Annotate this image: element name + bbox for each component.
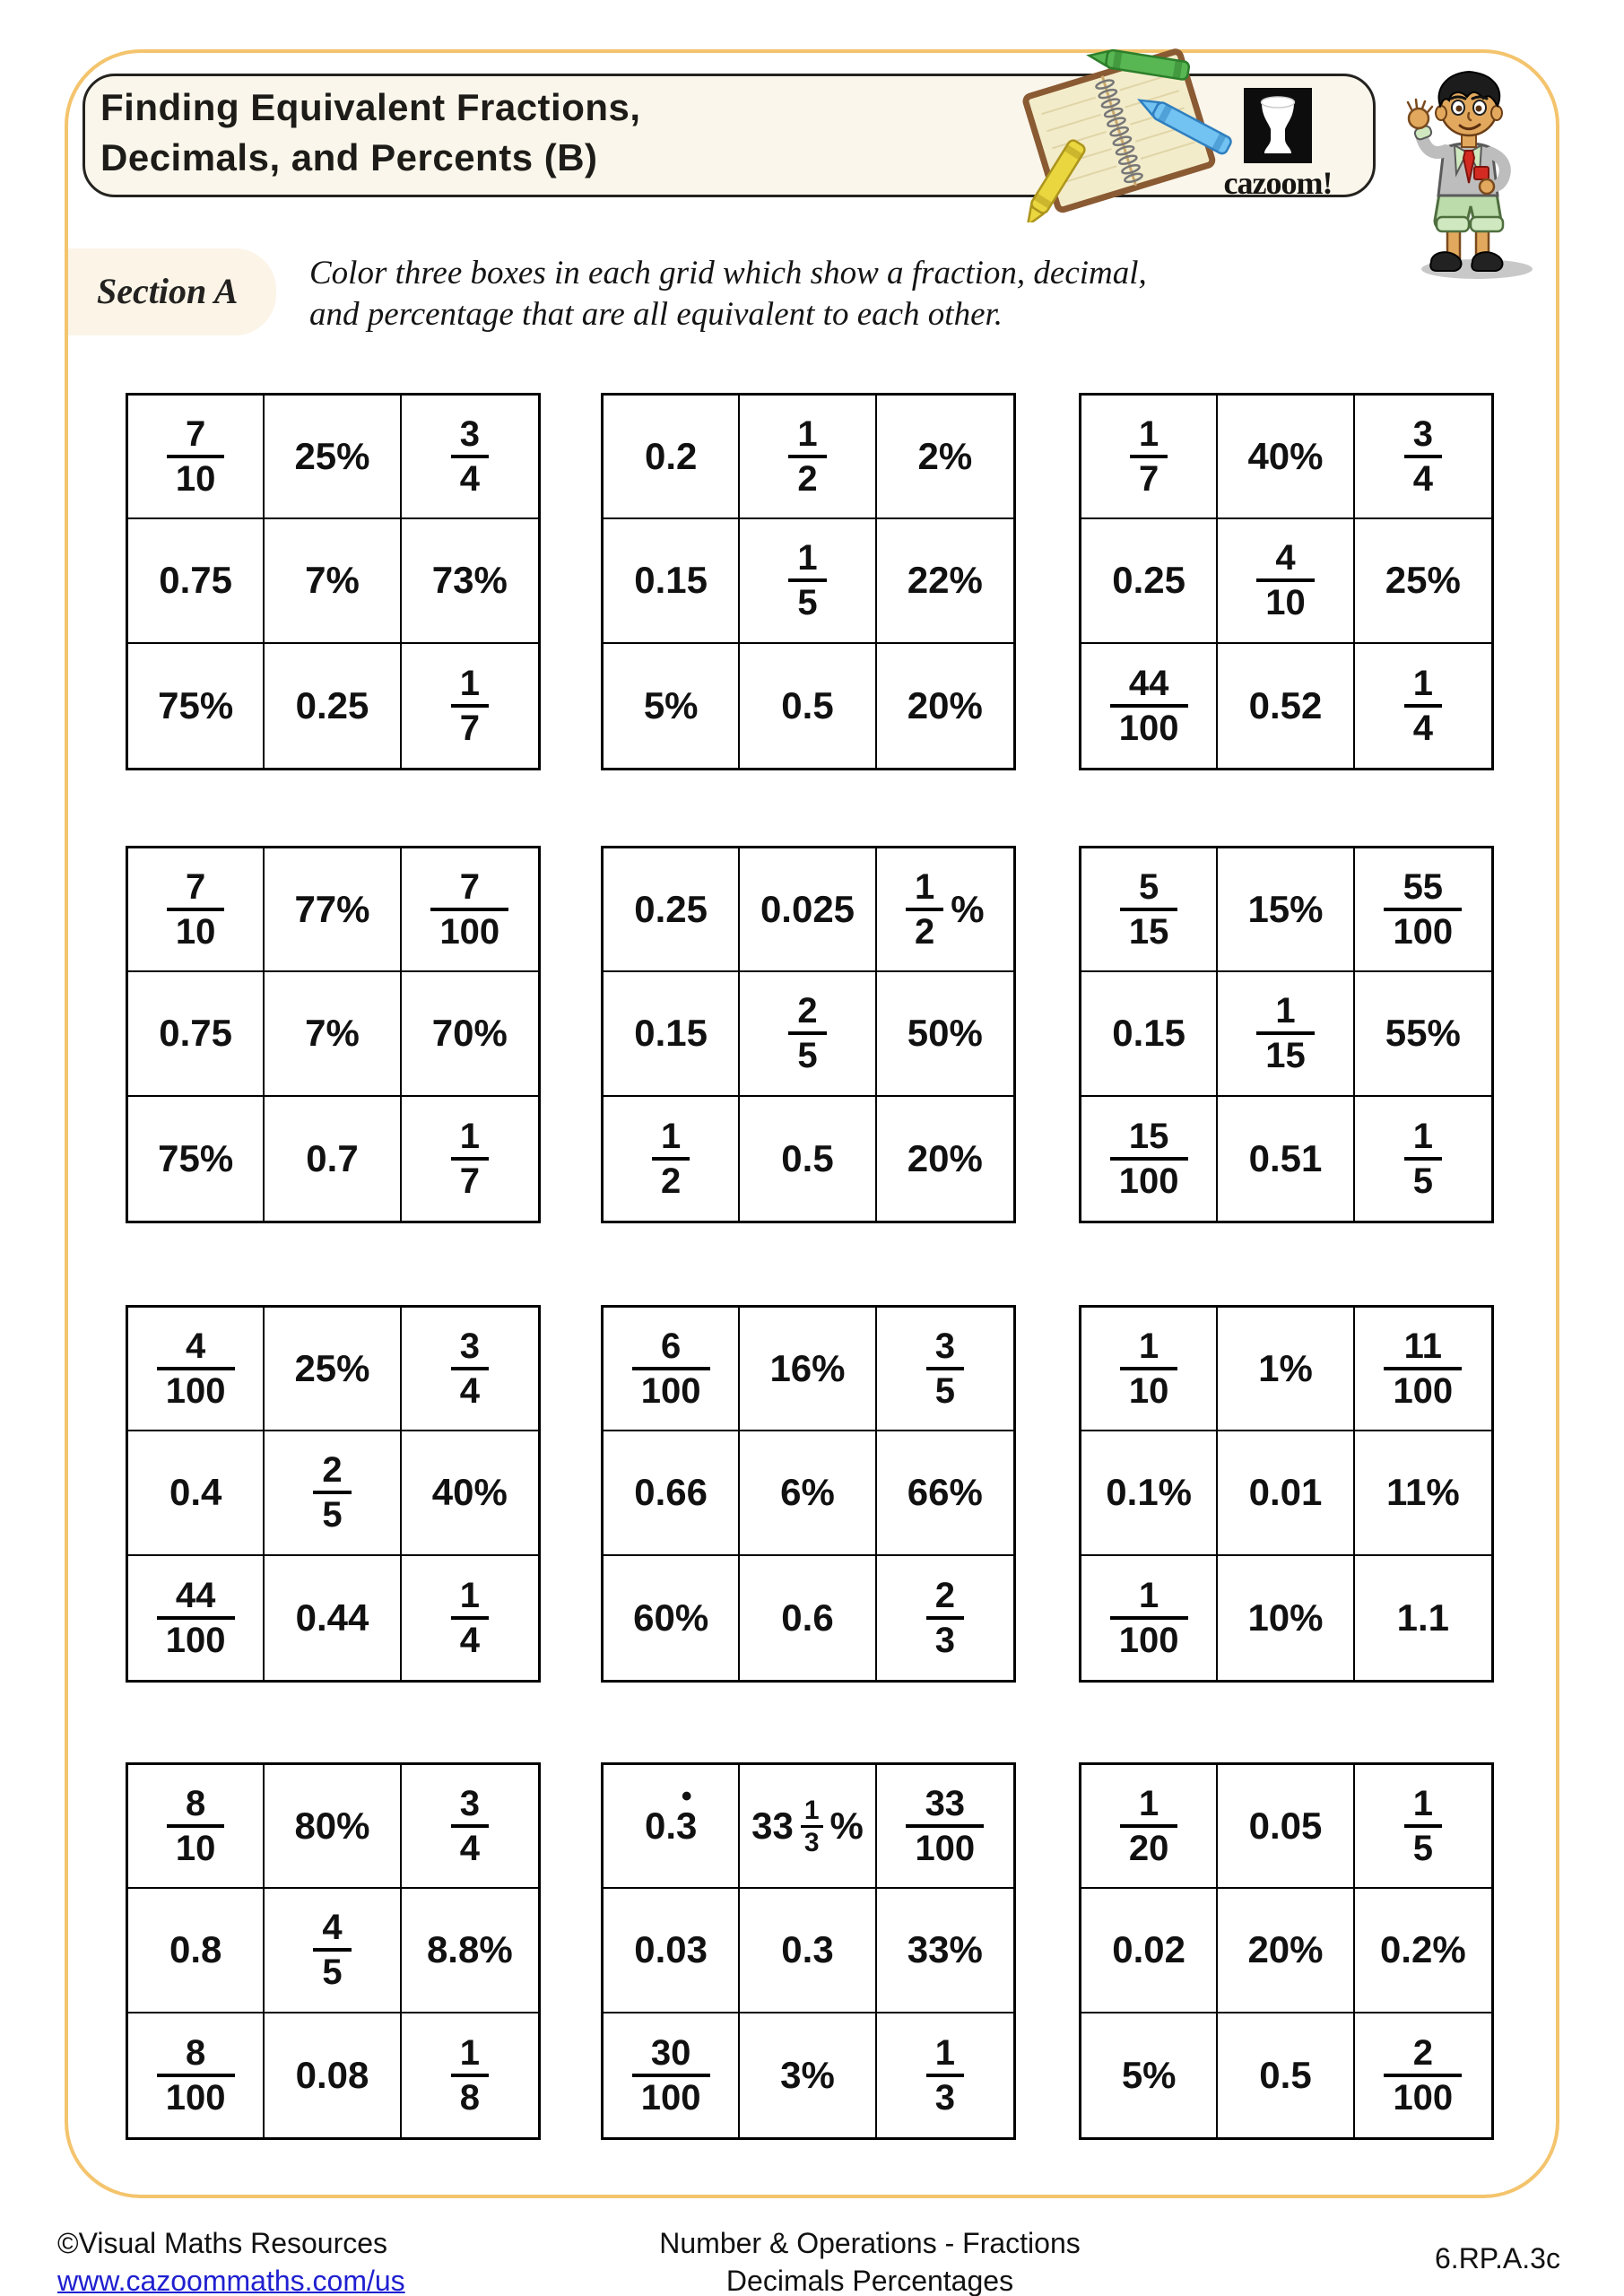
- cell-value: 7%: [305, 559, 360, 602]
- grid-cell[interactable]: [128, 519, 265, 643]
- grid-cell[interactable]: [604, 972, 740, 1096]
- footer-center: [332, 2224, 1408, 2296]
- section-instruction: [309, 253, 1147, 335]
- fraction: $\frac{1}{3}$: [926, 2033, 964, 2118]
- cell-value: 0.5: [1259, 2053, 1312, 2096]
- cell-value: 60%: [633, 1596, 709, 1639]
- grid-cell[interactable]: [1218, 1431, 1354, 1555]
- cell-value: 0.2%: [1379, 1928, 1466, 1971]
- mixed-number-whole: 33: [751, 1805, 794, 1848]
- grid-cell[interactable]: [1081, 1765, 1218, 1889]
- grid-cell[interactable]: [128, 1556, 265, 1680]
- grid-cell[interactable]: [1355, 1556, 1491, 1680]
- grid-cell[interactable]: [128, 1889, 265, 2013]
- grid-cell[interactable]: [1355, 644, 1491, 768]
- grid-cell[interactable]: [604, 396, 740, 519]
- fraction: $\frac{44}{100}$: [1110, 664, 1188, 748]
- cell-value: 0.25: [634, 888, 708, 931]
- fraction: $\frac{1}{10}$: [1120, 1326, 1178, 1411]
- grid-cell[interactable]: [1355, 1431, 1491, 1555]
- grid-cell[interactable]: [740, 519, 876, 643]
- grid-cell[interactable]: [604, 644, 740, 768]
- fraction: $\frac{7}{100}$: [430, 867, 508, 952]
- cell-value: 0.7: [306, 1136, 359, 1179]
- fraction: $\frac{1}{7}$: [1130, 414, 1168, 499]
- fraction: $\frac{1}{7}$: [451, 664, 489, 748]
- grid-cell[interactable]: [1081, 2013, 1218, 2137]
- cell-value: 40%: [1247, 435, 1324, 478]
- recurring-dot: •: [681, 1779, 692, 1814]
- worksheet-grid: [126, 1305, 541, 1683]
- grid-cell[interactable]: [128, 396, 265, 519]
- fraction: $\frac{1}{2}$: [906, 867, 943, 952]
- fraction: $\frac{1}{15}$: [1256, 991, 1315, 1075]
- fraction: $\frac{1}{4}$: [1404, 664, 1442, 748]
- worksheet-grid: [126, 393, 541, 770]
- grid-cell[interactable]: [740, 2013, 876, 2137]
- website-link[interactable]: www.cazoommaths.com/us: [57, 2265, 405, 2296]
- grid-cell[interactable]: [402, 644, 538, 768]
- cell-value: 40%: [431, 1471, 508, 1514]
- page-title: [100, 83, 641, 183]
- fraction: $\frac{4}{10}$: [1256, 538, 1315, 622]
- fraction: $\frac{2}{3}$: [926, 1576, 964, 1660]
- grid-cell[interactable]: [402, 519, 538, 643]
- percent-sign: %: [829, 1805, 864, 1848]
- grid-cell[interactable]: [877, 1765, 1013, 1889]
- grid-cell[interactable]: [877, 1431, 1013, 1555]
- grid-cell[interactable]: [128, 644, 265, 768]
- grid-cell[interactable]: [1218, 2013, 1354, 2137]
- cell-value: 0.6: [781, 1596, 834, 1639]
- cell-value: 1%: [1258, 1347, 1313, 1390]
- grid-cell[interactable]: [1355, 1097, 1491, 1221]
- grid-cell[interactable]: [128, 848, 265, 972]
- grid-cell[interactable]: [1218, 848, 1354, 972]
- page-title-line1: Finding Equivalent Fractions,: [100, 86, 641, 128]
- grid-cell[interactable]: [1355, 848, 1491, 972]
- grid-cell[interactable]: [1081, 644, 1218, 768]
- grid-cell[interactable]: [1218, 644, 1354, 768]
- grid-cell[interactable]: [1218, 1889, 1354, 2013]
- grid-cell[interactable]: [1218, 396, 1354, 519]
- fraction: $\frac{5}{15}$: [1120, 867, 1178, 952]
- cell-value: 0.51: [1248, 1136, 1323, 1179]
- copyright-text: ©Visual Maths Resources: [57, 2227, 388, 2259]
- grid-cell[interactable]: [877, 2013, 1013, 2137]
- page-title-line2: Decimals, and Percents (B): [100, 136, 598, 178]
- cell-value: 50%: [907, 1012, 983, 1055]
- grid-cell[interactable]: [1355, 1308, 1491, 1431]
- cell-value: 0.25: [1112, 559, 1186, 602]
- fraction: $\frac{2}{5}$: [788, 991, 826, 1075]
- grid-cell[interactable]: [265, 519, 401, 643]
- section-label: Section A: [97, 271, 239, 311]
- worksheet-grid: [1079, 1762, 1494, 2140]
- cell-value: 0.75: [159, 1012, 233, 1055]
- grid-cell[interactable]: [877, 1097, 1013, 1221]
- fraction: $\frac{1}{5}$: [1404, 1784, 1442, 1868]
- grid-cell[interactable]: [128, 1097, 265, 1221]
- cell-value: 0.3: [781, 1928, 834, 1971]
- fraction: $\frac{3}{4}$: [451, 414, 489, 499]
- grid-cell[interactable]: [402, 1556, 538, 1680]
- fraction: $\frac{1}{7}$: [451, 1117, 489, 1201]
- grid-cell[interactable]: [740, 1765, 876, 1889]
- cell-value: 25%: [294, 435, 370, 478]
- grid-cell[interactable]: [604, 848, 740, 972]
- cell-value: 3%: [780, 2053, 835, 2096]
- fraction: $\frac{3}{5}$: [926, 1326, 964, 1411]
- fraction: $\frac{1}{8}$: [451, 2033, 489, 2118]
- cazoom-drum-icon: [1244, 88, 1312, 163]
- cell-value: 73%: [431, 559, 508, 602]
- grid-cell[interactable]: [604, 2013, 740, 2137]
- grid-cell[interactable]: [265, 848, 401, 972]
- cazoom-logo: [1202, 88, 1354, 201]
- cell-value: 25%: [1385, 559, 1461, 602]
- footer-topic-line2: Decimals Percentages: [725, 2265, 1014, 2296]
- cell-value: 20%: [1247, 1928, 1324, 1971]
- grid-cell[interactable]: [877, 396, 1013, 519]
- cell-value: 25%: [294, 1347, 370, 1390]
- fraction: $\frac{7}{10}$: [167, 414, 225, 499]
- grid-cell[interactable]: [1081, 1556, 1218, 1680]
- grid-cell[interactable]: [1218, 1556, 1354, 1680]
- fraction: $\frac{44}{100}$: [157, 1576, 235, 1660]
- grid-cell[interactable]: [1081, 396, 1218, 519]
- grid-cell[interactable]: [740, 1097, 876, 1221]
- fraction: $\frac{4}{100}$: [157, 1326, 235, 1411]
- grid-cell[interactable]: [877, 972, 1013, 1096]
- grid-cell[interactable]: [877, 1308, 1013, 1431]
- cell-value: 20%: [907, 683, 983, 726]
- grid-cell[interactable]: [128, 1308, 265, 1431]
- cell-value: 10%: [1247, 1596, 1324, 1639]
- grid-cell[interactable]: [1081, 519, 1218, 643]
- cell-value: 2%: [917, 435, 973, 478]
- cell-value: 0.44: [295, 1596, 369, 1639]
- fraction: $\frac{6}{100}$: [632, 1326, 710, 1411]
- grid-cell[interactable]: [1081, 848, 1218, 972]
- grid-cell[interactable]: [740, 848, 876, 972]
- cell-value: 11%: [1385, 1471, 1460, 1514]
- grid-cell[interactable]: [265, 1556, 401, 1680]
- grid-cell[interactable]: [402, 396, 538, 519]
- cell-value: 0.5: [781, 1136, 834, 1179]
- cell-value: 80%: [294, 1805, 370, 1848]
- grid-cell[interactable]: [265, 972, 401, 1096]
- grid-cell[interactable]: [1355, 519, 1491, 643]
- worksheet-grid: [1079, 1305, 1494, 1683]
- grid-cell[interactable]: [402, 1308, 538, 1431]
- worksheet-grid: [126, 846, 541, 1223]
- cell-value: 77%: [294, 888, 370, 931]
- grid-cell[interactable]: [402, 848, 538, 972]
- fraction: $\frac{8}{10}$: [167, 1784, 225, 1868]
- boy-mascot-illustration: [1392, 63, 1551, 285]
- grid-cell[interactable]: [877, 519, 1013, 643]
- cell-value: 0.75: [159, 559, 233, 602]
- grid-cell[interactable]: [740, 644, 876, 768]
- grid-cell[interactable]: [604, 1308, 740, 1431]
- cell-value: 0.02: [1112, 1928, 1186, 1971]
- cell-value: 55%: [1385, 1012, 1461, 1055]
- grid-cell[interactable]: [265, 1431, 401, 1555]
- fraction: $\frac{1}{5}$: [1404, 1117, 1442, 1201]
- grid-cell[interactable]: [604, 1431, 740, 1555]
- cell-value: 0.8: [169, 1928, 222, 1971]
- cell-value: 0.3 •: [644, 1779, 698, 1848]
- fraction: $\frac{1}{2}$: [652, 1117, 690, 1201]
- grid-cell[interactable]: [604, 1097, 740, 1221]
- grid-cell[interactable]: [1081, 1097, 1218, 1221]
- cell-value: 0.2: [644, 435, 698, 478]
- instruction-line1: Color three boxes in each grid which show a fraction, decimal,: [309, 255, 1147, 291]
- grid-cell[interactable]: [740, 1889, 876, 2013]
- grid-cell[interactable]: [740, 1308, 876, 1431]
- section-label-box: [68, 248, 276, 335]
- grid-cell[interactable]: [877, 1889, 1013, 2013]
- fraction: $\frac{3}{4}$: [451, 1326, 489, 1411]
- instruction-line2: and percentage that are all equivalent to each other.: [309, 296, 1003, 333]
- grid-cell[interactable]: [604, 1765, 740, 1889]
- grid-cell[interactable]: [402, 1097, 538, 1221]
- cell-value: 16%: [769, 1347, 846, 1390]
- grid-cell[interactable]: [1081, 1431, 1218, 1555]
- grid-cell[interactable]: [1081, 1308, 1218, 1431]
- grid-cell[interactable]: [402, 1765, 538, 1889]
- worksheet-grid: [601, 846, 1016, 1223]
- cell-value: 0.15: [1112, 1012, 1186, 1055]
- cell-value: 0.03: [634, 1928, 708, 1971]
- grid-cell[interactable]: [1218, 1308, 1354, 1431]
- worksheet-grid: [601, 1305, 1016, 1683]
- grid-cell[interactable]: [740, 1556, 876, 1680]
- fraction: $\frac{1}{3}$: [801, 1796, 823, 1857]
- cell-value: 0.4: [169, 1471, 222, 1514]
- cell-value: 5%: [643, 683, 699, 726]
- grid-cell[interactable]: [402, 1889, 538, 2013]
- fraction: $\frac{4}{5}$: [313, 1908, 351, 1992]
- grid-cell[interactable]: [1218, 1765, 1354, 1889]
- cell-value: 8.8%: [426, 1928, 513, 1971]
- grid-cell[interactable]: [1355, 972, 1491, 1096]
- cell-value: 0.025: [760, 888, 855, 931]
- fraction: $\frac{8}{100}$: [157, 2033, 235, 2118]
- cell-value: 5%: [1121, 2053, 1177, 2096]
- fraction: $\frac{2}{5}$: [313, 1450, 351, 1535]
- percent-sign: %: [951, 888, 985, 931]
- cell-value: 75%: [158, 683, 234, 726]
- grid-cell[interactable]: [128, 1431, 265, 1555]
- worksheet-grid: [1079, 393, 1494, 770]
- standard-code: 6.RP.A.3c: [1435, 2242, 1560, 2274]
- cell-value: 0.66: [634, 1471, 708, 1514]
- cell-value: 0.1%: [1106, 1471, 1193, 1514]
- grid-cell[interactable]: [604, 1556, 740, 1680]
- worksheet-grid: [601, 393, 1016, 770]
- fraction: $\frac{7}{10}$: [167, 867, 225, 952]
- cell-value: 66%: [907, 1471, 983, 1514]
- fraction: $\frac{55}{100}$: [1384, 867, 1462, 952]
- grid-cell[interactable]: [402, 972, 538, 1096]
- fraction: $\frac{2}{100}$: [1384, 2033, 1462, 2118]
- grid-cell[interactable]: [877, 848, 1013, 972]
- grid-cell[interactable]: [877, 1556, 1013, 1680]
- grid-cell[interactable]: [740, 1431, 876, 1555]
- cell-value: 33%: [907, 1928, 983, 1971]
- grid-cell[interactable]: [1355, 1765, 1491, 1889]
- grid-cell[interactable]: [1081, 972, 1218, 1096]
- fraction: $\frac{15}{100}$: [1110, 1117, 1188, 1201]
- cell-value: 0.08: [295, 2053, 369, 2096]
- grid-cell[interactable]: [740, 396, 876, 519]
- fraction: $\frac{33}{100}$: [906, 1784, 984, 1868]
- grid-cell[interactable]: [604, 519, 740, 643]
- cell-value: 70%: [431, 1012, 508, 1055]
- cell-value: 15%: [1247, 888, 1324, 931]
- grid-cell[interactable]: [402, 1431, 538, 1555]
- grid-cell[interactable]: [265, 1765, 401, 1889]
- grid-cell[interactable]: [402, 2013, 538, 2137]
- cell-value: 0.05: [1248, 1805, 1323, 1848]
- worksheet-grid: [126, 1762, 541, 2140]
- cell-value: 0.15: [634, 1012, 708, 1055]
- grid-cell[interactable]: [877, 644, 1013, 768]
- grid-cell[interactable]: [1355, 396, 1491, 519]
- grid-cell[interactable]: [604, 1889, 740, 2013]
- cell-value: 7%: [305, 1012, 360, 1055]
- cell-value: 75%: [158, 1136, 234, 1179]
- grid-cell[interactable]: [128, 2013, 265, 2137]
- cell-value: 1.1: [1396, 1596, 1450, 1639]
- cell-value: 0.52: [1248, 683, 1323, 726]
- fraction: $\frac{3}{4}$: [1404, 414, 1442, 499]
- grid-cell[interactable]: [265, 1097, 401, 1221]
- grid-cell[interactable]: [1218, 519, 1354, 643]
- grid-cell[interactable]: [265, 2013, 401, 2137]
- fraction: $\frac{1}{100}$: [1110, 1576, 1188, 1660]
- cell-value: 0.25: [295, 683, 369, 726]
- cell-value: 0.5: [781, 683, 834, 726]
- grid-cell[interactable]: [265, 1308, 401, 1431]
- cell-value: 22%: [907, 559, 983, 602]
- fraction: $\frac{11}{100}$: [1384, 1326, 1462, 1411]
- fraction: $\frac{1}{4}$: [451, 1576, 489, 1660]
- grid-cell[interactable]: [1218, 1097, 1354, 1221]
- fraction: $\frac{30}{100}$: [632, 2033, 710, 2118]
- grid-cell[interactable]: [265, 1889, 401, 2013]
- cazoom-logo-text: cazoom!: [1223, 165, 1333, 201]
- cell-value: 20%: [907, 1136, 983, 1179]
- grid-cell[interactable]: [265, 396, 401, 519]
- grid-cell[interactable]: [1355, 2013, 1491, 2137]
- fraction: $\frac{3}{4}$: [451, 1784, 489, 1868]
- grid-cell[interactable]: [1081, 1889, 1218, 2013]
- grid-cell[interactable]: [128, 972, 265, 1096]
- fraction: $\frac{1}{5}$: [788, 538, 826, 622]
- footer-topic-line1: Number & Operations - Fractions: [659, 2227, 1081, 2259]
- grid-cell[interactable]: [128, 1765, 265, 1889]
- worksheet-grid: [1079, 846, 1494, 1223]
- grid-cell[interactable]: [1218, 972, 1354, 1096]
- grid-cell[interactable]: [740, 972, 876, 1096]
- grid-cell[interactable]: [265, 644, 401, 768]
- fraction: $\frac{1}{20}$: [1120, 1784, 1178, 1868]
- cell-value: 0.15: [634, 559, 708, 602]
- worksheet-grid: [601, 1762, 1016, 2140]
- cell-value: 6%: [780, 1471, 835, 1514]
- cell-value: 0.01: [1248, 1471, 1323, 1514]
- fraction: $\frac{1}{2}$: [788, 414, 826, 499]
- grid-cell[interactable]: [1355, 1889, 1491, 2013]
